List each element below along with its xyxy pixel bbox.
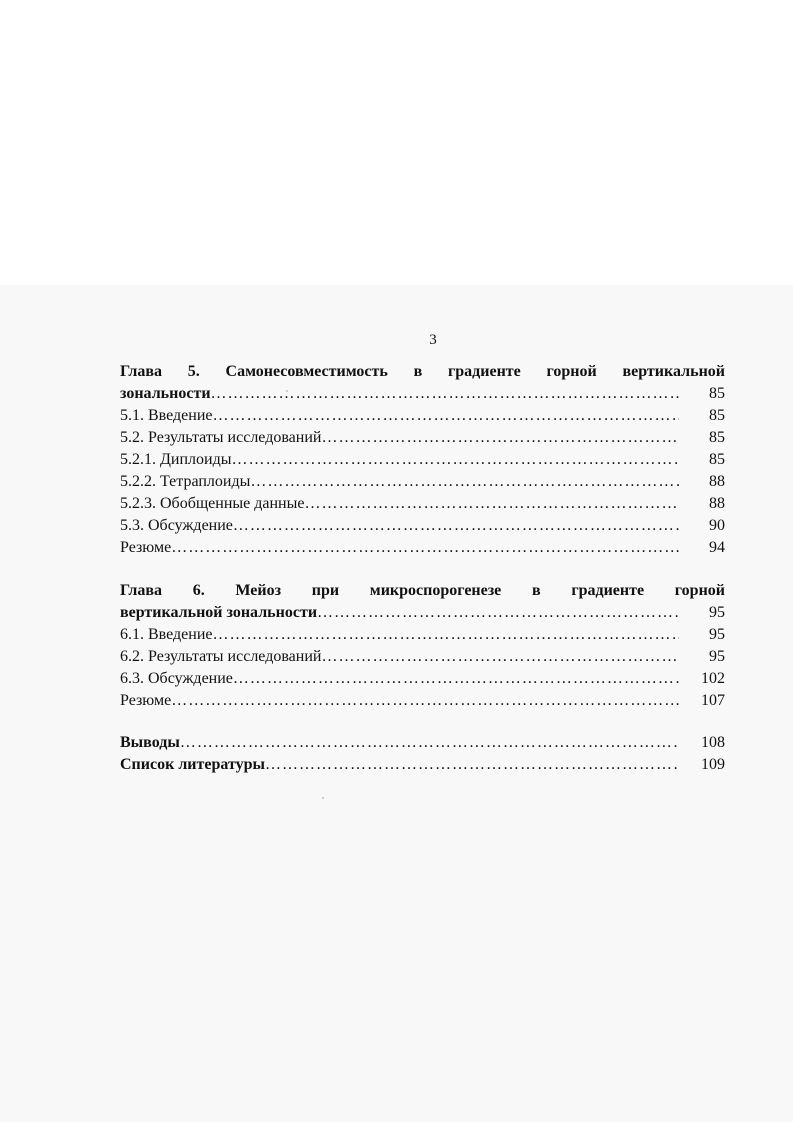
leader-dots xyxy=(233,515,679,537)
section-spacer xyxy=(120,712,725,732)
toc-entry[interactable] xyxy=(120,383,725,405)
toc-entry-label: зональности xyxy=(120,385,211,402)
scan-speck xyxy=(322,797,324,799)
final-sections xyxy=(120,732,725,776)
toc-entry-page: 102 xyxy=(701,670,725,687)
leader-dots xyxy=(321,646,679,668)
leader-dots xyxy=(321,427,679,449)
toc-entry-label: 5.3. Обсуждение xyxy=(120,517,233,534)
leader-dots xyxy=(304,493,679,515)
toc-entry-page: 85 xyxy=(709,451,725,468)
leader-dots xyxy=(231,449,679,471)
table-of-contents xyxy=(120,361,725,776)
toc-entry-label: Выводы xyxy=(120,734,180,751)
toc-entry[interactable] xyxy=(120,754,725,776)
leader-dots xyxy=(317,602,679,624)
toc-entry[interactable] xyxy=(120,602,725,624)
toc-entry-page: 88 xyxy=(709,473,725,490)
toc-entry[interactable] xyxy=(120,515,725,537)
page-number: 3 xyxy=(429,332,437,348)
toc-entry[interactable] xyxy=(120,449,725,471)
toc-entry-page: 95 xyxy=(709,604,725,621)
toc-entry-label: 6.1. Введение xyxy=(120,626,213,643)
toc-entry[interactable] xyxy=(120,405,725,427)
toc-entry-page: 95 xyxy=(709,648,725,665)
toc-entry-label: Резюме xyxy=(120,692,172,709)
toc-entry[interactable] xyxy=(120,493,725,515)
toc-entry-page: 85 xyxy=(709,385,725,402)
toc-entry-label: 6.3. Обсуждение xyxy=(120,670,233,687)
toc-entry[interactable] xyxy=(120,624,725,646)
toc-entry[interactable] xyxy=(120,690,725,712)
toc-entry-page: 107 xyxy=(701,692,725,709)
chapter-title: Глава 6. Мейоз при микроспорогенезе в градиенте горной xyxy=(120,582,725,599)
toc-entry-label: 5.2.2. Тетраплоиды xyxy=(120,473,251,490)
toc-entry-label: 5.2. Результаты исследований xyxy=(120,429,322,446)
scan-speck xyxy=(286,390,288,392)
toc-entry-label: Список литературы xyxy=(120,756,265,773)
toc-entry-label: 6.2. Результаты исследований xyxy=(120,648,322,665)
leader-dots xyxy=(265,754,679,776)
toc-entry-page: 85 xyxy=(709,429,725,446)
toc-entry-label: вертикальной зональности xyxy=(120,604,318,621)
leader-dots xyxy=(211,383,679,405)
leader-dots xyxy=(213,405,680,427)
toc-entry-label: 5.1. Введение xyxy=(120,407,213,424)
toc-entry-label: Резюме xyxy=(120,539,172,556)
toc-entry[interactable] xyxy=(120,471,725,493)
toc-entry[interactable] xyxy=(120,537,725,559)
toc-entry-page: 90 xyxy=(709,517,725,534)
toc-entry-page: 94 xyxy=(709,539,725,556)
toc-entry-label: 5.2.3. Обобщенные данные xyxy=(120,495,305,512)
leader-dots xyxy=(233,668,679,690)
toc-entry-label: 5.2.1. Диплоиды xyxy=(120,451,232,468)
chapter-title: Глава 5. Самонесовместимость в градиенте горной вертикальной xyxy=(120,363,725,380)
toc-entry[interactable] xyxy=(120,646,725,668)
toc-entry[interactable] xyxy=(120,668,725,690)
chapter-6 xyxy=(120,580,725,712)
toc-entry-page: 85 xyxy=(709,407,725,424)
toc-entry-page: 109 xyxy=(701,756,725,773)
leader-dots xyxy=(180,732,679,754)
leader-dots xyxy=(171,537,679,559)
leader-dots xyxy=(250,471,679,493)
toc-entry-page: 88 xyxy=(709,495,725,512)
chapter-5 xyxy=(120,361,725,559)
toc-entry[interactable] xyxy=(120,427,725,449)
section-spacer xyxy=(120,559,725,580)
leader-dots xyxy=(171,690,679,712)
toc-entry[interactable] xyxy=(120,732,725,754)
toc-entry-page: 95 xyxy=(709,626,725,643)
leader-dots xyxy=(213,624,680,646)
toc-entry-page: 108 xyxy=(701,734,725,751)
